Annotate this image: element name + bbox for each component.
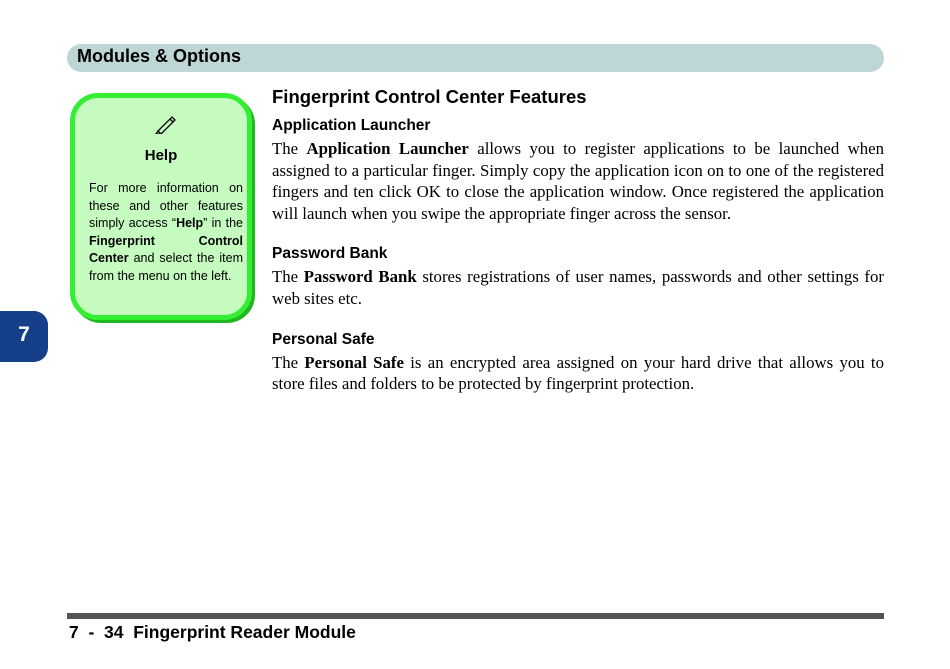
body-term: Application Launcher [306,139,469,158]
help-text [89,180,243,286]
body-term: Password Bank [303,267,417,287]
body-text: The [272,352,305,372]
section-heading-password-bank: Password Bank [272,245,388,263]
help-text-part: ” in the [203,216,243,231]
section-heading-application-launcher: Application Launcher [272,117,431,134]
section-body-personal-safe [272,352,884,395]
footer-page-number: 7 - 34 [69,622,124,642]
body-text: is an encrypted area assigned on your hard drive that allows you to store files and folders to be protected by fingerprint protection. [272,352,884,394]
page-title: Fingerprint Control Center Features [272,86,587,107]
body-text: The [272,139,307,158]
help-box [70,93,252,320]
body-text: allows you to register applications to be launched when assigned to a particular finger. Simply copy the application icon on to one of the registered fingers and ten click OK to close the application window. Once registered the application will launch when you swipe the appropriate finger across the sensor. [272,139,885,223]
help-text-fcc: Fingerprint Control Center [89,233,243,266]
chapter-number: 7 [18,323,30,346]
section-body-password-bank [272,266,884,309]
help-text-help: Help [176,216,204,231]
help-text-part: For more information on these and other features simply access “ [89,181,243,231]
main-content [272,86,884,415]
section-body-application-launcher [272,138,884,224]
chapter-tab [0,311,48,362]
body-text: stores registrations of user names, passwords and other settings for web sites etc. [272,267,884,308]
footer-title: Fingerprint Reader Module [133,622,356,642]
section-heading-personal-safe: Personal Safe [272,330,375,348]
footer [69,622,356,643]
help-title: Help [144,147,178,164]
footer-rule [67,613,884,619]
body-text: The [272,267,304,287]
pencil-icon [153,114,177,134]
help-text-part: and select the item from the menu on the left. [89,251,243,283]
header-bar [67,44,884,72]
body-term: Personal Safe [304,352,404,372]
header-title: Modules & Options [77,46,241,66]
